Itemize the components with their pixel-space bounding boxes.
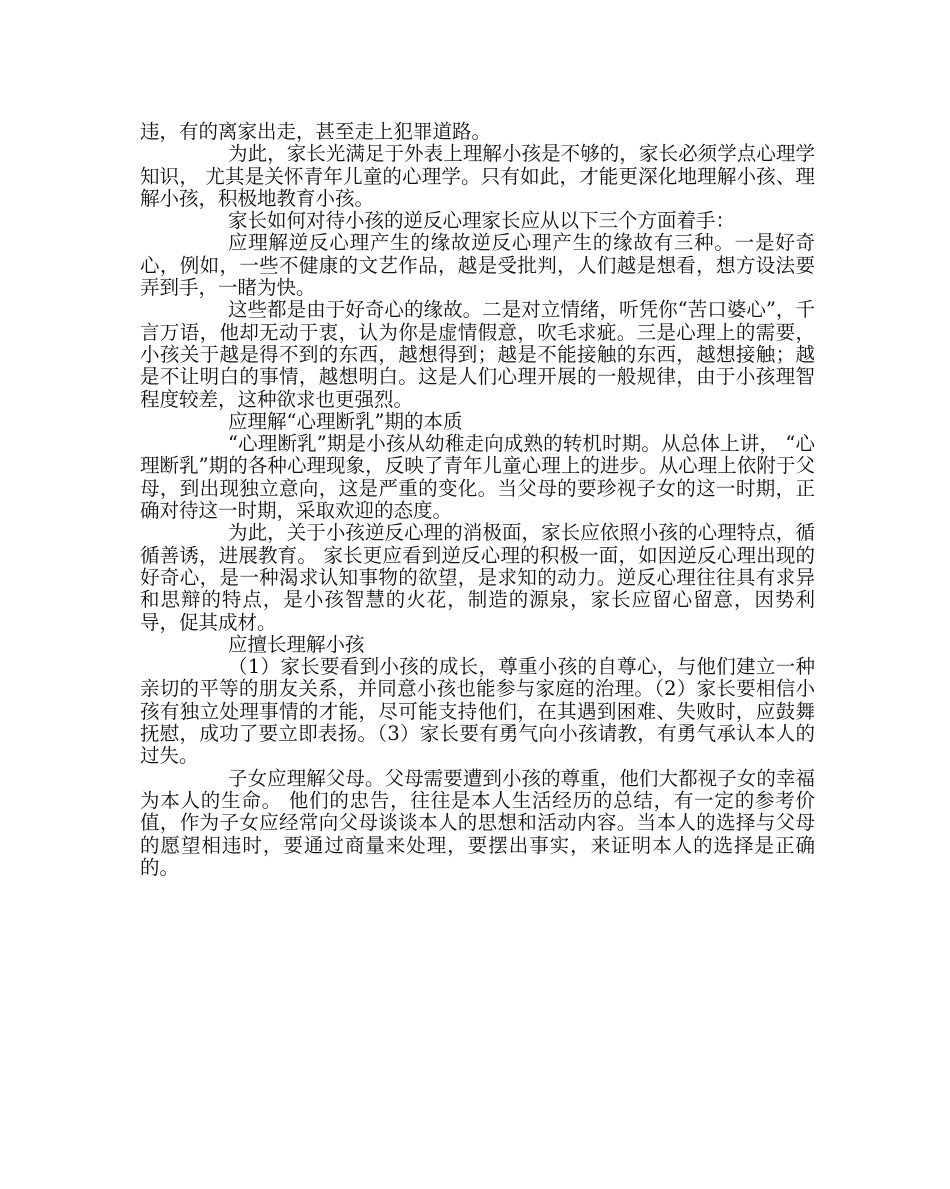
paragraph-4: 应理解逆反心理产生的缘故逆反心理产生的缘故有三种。一是好奇心，例如，一些不健康的文艺作品，越是受批判，人们越是想看，想方设法要弄到手，一睹为快。	[140, 231, 815, 300]
document-body	[140, 121, 815, 879]
paragraph-8: 为此，关于小孩逆反心理的消极面，家长应依照小孩的心理特点，循循善诱，进展教育。 家长更应看到逆反心理的积极一面，如因逆反心理出现的好奇心，是一种渴求认知事物的欲望，是求知的动力。逆反心理往往具有求异和思辩的特点，是小孩智慧的火花，制造的源泉，家长应留心留意，因势利导，促其成材。	[140, 521, 815, 634]
paragraph-3: 家长如何对待小孩的逆反心理家长应从以下三个方面着手：	[228, 209, 736, 233]
paragraph-7: “心理断乳”期是小孩从幼稚走向成熟的转机时期。从总体上讲， “心理断乳”期的各种心理现象，反映了青年儿童心理上的进步。从心理上依附于父母，到出现独立意向，这是严重的变化。当父母的要珍视子女的这一时期，正确对待这一时期，采取欢迎的态度。	[140, 432, 815, 523]
paragraph-2: 为此，家长光满足于外表上理解小孩是不够的，家长必须学点心理学知识， 尤其是关怀青年儿童的心理学。只有如此，才能更深化地理解小孩、理解小孩，积极地教育小孩。	[140, 142, 815, 210]
paragraph-10: （1）家长要看到小孩的成长，尊重小孩的自尊心，与他们建立一种亲切的平等的朋友关系，并同意小孩也能参与家庭的治理。（2）家长要相信小孩有独立处理事情的才能，尽可能支持他们，在其遇到困难、失败时，应鼓舞抚慰，成功了要立即表扬。（3）家长要有勇气向小孩请教，有勇气承认本人的过失。	[140, 655, 815, 768]
paragraph-11: 子女应理解父母。父母需要遭到小孩的尊重，他们大都视子女的幸福为本人的生命。 他们的忠告，往往是本人生活经历的总结，有一定的参考价值，作为子女应经常向父母谈谈本人的思想和活动内容。当本人的选择与父母的愿望相违时，要通过商量来处理，要摆出事实，来证明本人的选择是正确的。	[140, 766, 815, 879]
paragraph-1: 违，有的离家出走，甚至走上犯罪道路。	[140, 120, 492, 143]
paragraph-5: 这些都是由于好奇心的缘故。二是对立情绪，听凭你“苦口婆心”，千言万语，他却无动于衷，认为你是虚情假意，吹毛求疵。三是心理上的需要，小孩关于越是得不到的东西，越想得到；越是不能接触的东西，越想接触；越是不让明白的事情，越想明白。这是人们心理开展的一般规律，由于小孩理智程度较差，这种欲求也更强烈。	[140, 298, 815, 411]
section-heading-psychological-weaning: 应理解“心理断乳”期的本质	[228, 409, 463, 433]
section-heading-understand-child: 应擅长理解小孩	[228, 632, 365, 656]
